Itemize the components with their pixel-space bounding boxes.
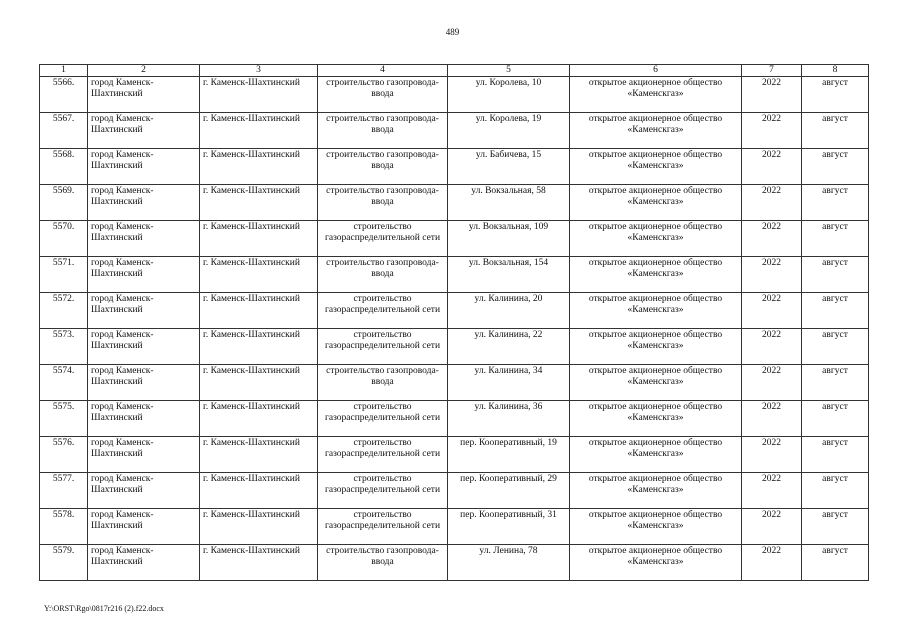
table-body: [40, 77, 869, 581]
work-type-cell: строительство газораспределительной сети: [318, 437, 448, 473]
organization-cell: открытое акционерное общество «Каменскгаз»: [570, 545, 742, 581]
municipality-cell: город Каменск-Шахтинский: [88, 509, 200, 545]
row-number-cell: 5575.: [40, 401, 88, 437]
address-cell: ул. Калинина, 34: [448, 365, 570, 401]
municipality-cell: город Каменск-Шахтинский: [88, 401, 200, 437]
municipality-cell: город Каменск-Шахтинский: [88, 545, 200, 581]
row-number-cell: 5577.: [40, 473, 88, 509]
work-type-cell: строительство газопровода-ввода: [318, 77, 448, 113]
row-number-cell: 5573.: [40, 329, 88, 365]
municipality-cell: город Каменск-Шахтинский: [88, 365, 200, 401]
settlement-cell: г. Каменск-Шахтинский: [200, 545, 318, 581]
row-number-cell: 5569.: [40, 185, 88, 221]
row-number-cell: 5567.: [40, 113, 88, 149]
organization-cell: открытое акционерное общество «Каменскгаз»: [570, 113, 742, 149]
address-cell: пер. Кооперативный, 29: [448, 473, 570, 509]
column-header: 6: [570, 65, 742, 77]
row-number-cell: 5570.: [40, 221, 88, 257]
table-row: [40, 329, 869, 365]
municipality-cell: город Каменск-Шахтинский: [88, 293, 200, 329]
month-cell: август: [802, 293, 869, 329]
year-cell: 2022: [742, 221, 802, 257]
work-type-cell: строительство газопровода-ввода: [318, 113, 448, 149]
month-cell: август: [802, 77, 869, 113]
organization-cell: открытое акционерное общество «Каменскгаз»: [570, 365, 742, 401]
column-header: 7: [742, 65, 802, 77]
year-cell: 2022: [742, 545, 802, 581]
month-cell: август: [802, 149, 869, 185]
work-type-cell: строительство газопровода-ввода: [318, 545, 448, 581]
address-cell: ул. Вокзальная, 154: [448, 257, 570, 293]
address-cell: ул. Калинина, 36: [448, 401, 570, 437]
organization-cell: открытое акционерное общество «Каменскгаз»: [570, 401, 742, 437]
column-header: 5: [448, 65, 570, 77]
municipality-cell: город Каменск-Шахтинский: [88, 473, 200, 509]
month-cell: август: [802, 221, 869, 257]
work-type-cell: строительство газораспределительной сети: [318, 509, 448, 545]
table-row: [40, 545, 869, 581]
organization-cell: открытое акционерное общество «Каменскгаз»: [570, 437, 742, 473]
table-row: [40, 77, 869, 113]
row-number-cell: 5574.: [40, 365, 88, 401]
month-cell: август: [802, 509, 869, 545]
header-row: [40, 65, 869, 77]
row-number-cell: 5579.: [40, 545, 88, 581]
table-row: [40, 185, 869, 221]
month-cell: август: [802, 401, 869, 437]
year-cell: 2022: [742, 473, 802, 509]
address-cell: ул. Бабичева, 15: [448, 149, 570, 185]
municipality-cell: город Каменск-Шахтинский: [88, 329, 200, 365]
month-cell: август: [802, 473, 869, 509]
work-type-cell: строительство газопровода-ввода: [318, 257, 448, 293]
organization-cell: открытое акционерное общество «Каменскгаз»: [570, 509, 742, 545]
row-number-cell: 5568.: [40, 149, 88, 185]
row-number-cell: 5576.: [40, 437, 88, 473]
row-number-cell: 5578.: [40, 509, 88, 545]
year-cell: 2022: [742, 185, 802, 221]
settlement-cell: г. Каменск-Шахтинский: [200, 113, 318, 149]
column-header: 2: [88, 65, 200, 77]
address-cell: пер. Кооперативный, 31: [448, 509, 570, 545]
address-cell: ул. Калинина, 22: [448, 329, 570, 365]
year-cell: 2022: [742, 437, 802, 473]
settlement-cell: г. Каменск-Шахтинский: [200, 185, 318, 221]
table-row: [40, 257, 869, 293]
settlement-cell: г. Каменск-Шахтинский: [200, 329, 318, 365]
municipality-cell: город Каменск-Шахтинский: [88, 437, 200, 473]
address-cell: ул. Королева, 10: [448, 77, 570, 113]
organization-cell: открытое акционерное общество «Каменскгаз»: [570, 77, 742, 113]
table-row: [40, 365, 869, 401]
settlement-cell: г. Каменск-Шахтинский: [200, 257, 318, 293]
year-cell: 2022: [742, 149, 802, 185]
settlement-cell: г. Каменск-Шахтинский: [200, 509, 318, 545]
municipality-cell: город Каменск-Шахтинский: [88, 149, 200, 185]
table-row: [40, 113, 869, 149]
month-cell: август: [802, 113, 869, 149]
organization-cell: открытое акционерное общество «Каменскгаз»: [570, 221, 742, 257]
municipality-cell: город Каменск-Шахтинский: [88, 113, 200, 149]
settlement-cell: г. Каменск-Шахтинский: [200, 365, 318, 401]
row-number-cell: 5572.: [40, 293, 88, 329]
work-type-cell: строительство газораспределительной сети: [318, 473, 448, 509]
settlement-cell: г. Каменск-Шахтинский: [200, 473, 318, 509]
municipality-cell: город Каменск-Шахтинский: [88, 185, 200, 221]
column-header: 8: [802, 65, 869, 77]
settlement-cell: г. Каменск-Шахтинский: [200, 293, 318, 329]
year-cell: 2022: [742, 113, 802, 149]
settlement-cell: г. Каменск-Шахтинский: [200, 221, 318, 257]
table-header: [40, 65, 869, 77]
year-cell: 2022: [742, 509, 802, 545]
year-cell: 2022: [742, 293, 802, 329]
settlement-cell: г. Каменск-Шахтинский: [200, 437, 318, 473]
address-cell: ул. Вокзальная, 109: [448, 221, 570, 257]
year-cell: 2022: [742, 365, 802, 401]
table-row: [40, 293, 869, 329]
column-header: 3: [200, 65, 318, 77]
table-row: [40, 401, 869, 437]
work-type-cell: строительство газораспределительной сети: [318, 329, 448, 365]
month-cell: август: [802, 257, 869, 293]
work-type-cell: строительство газопровода-ввода: [318, 185, 448, 221]
data-table: [39, 64, 869, 581]
table-row: [40, 221, 869, 257]
work-type-cell: строительство газораспределительной сети: [318, 401, 448, 437]
year-cell: 2022: [742, 257, 802, 293]
municipality-cell: город Каменск-Шахтинский: [88, 257, 200, 293]
address-cell: пер. Кооперативный, 19: [448, 437, 570, 473]
column-header: 1: [40, 65, 88, 77]
settlement-cell: г. Каменск-Шахтинский: [200, 401, 318, 437]
municipality-cell: город Каменск-Шахтинский: [88, 77, 200, 113]
row-number-cell: 5566.: [40, 77, 88, 113]
month-cell: август: [802, 437, 869, 473]
table-row: [40, 149, 869, 185]
footer-file-path: Y:\ORST\Rgo\0817r216 (2).f22.docx: [44, 604, 164, 613]
organization-cell: открытое акционерное общество «Каменскгаз»: [570, 149, 742, 185]
settlement-cell: г. Каменск-Шахтинский: [200, 149, 318, 185]
work-type-cell: строительство газораспределительной сети: [318, 221, 448, 257]
page-number: 489: [445, 27, 460, 37]
work-type-cell: строительство газопровода-ввода: [318, 365, 448, 401]
year-cell: 2022: [742, 329, 802, 365]
month-cell: август: [802, 329, 869, 365]
address-cell: ул. Вокзальная, 58: [448, 185, 570, 221]
year-cell: 2022: [742, 401, 802, 437]
address-cell: ул. Калинина, 20: [448, 293, 570, 329]
organization-cell: открытое акционерное общество «Каменскгаз»: [570, 329, 742, 365]
municipality-cell: город Каменск-Шахтинский: [88, 221, 200, 257]
organization-cell: открытое акционерное общество «Каменскгаз»: [570, 185, 742, 221]
month-cell: август: [802, 545, 869, 581]
column-header: 4: [318, 65, 448, 77]
organization-cell: открытое акционерное общество «Каменскгаз»: [570, 473, 742, 509]
work-type-cell: строительство газораспределительной сети: [318, 293, 448, 329]
table-row: [40, 473, 869, 509]
row-number-cell: 5571.: [40, 257, 88, 293]
settlement-cell: г. Каменск-Шахтинский: [200, 77, 318, 113]
address-cell: ул. Королева, 19: [448, 113, 570, 149]
organization-cell: открытое акционерное общество «Каменскгаз»: [570, 257, 742, 293]
address-cell: ул. Ленина, 78: [448, 545, 570, 581]
year-cell: 2022: [742, 77, 802, 113]
month-cell: август: [802, 185, 869, 221]
month-cell: август: [802, 365, 869, 401]
organization-cell: открытое акционерное общество «Каменскгаз»: [570, 293, 742, 329]
work-type-cell: строительство газопровода-ввода: [318, 149, 448, 185]
table-row: [40, 509, 869, 545]
table-row: [40, 437, 869, 473]
